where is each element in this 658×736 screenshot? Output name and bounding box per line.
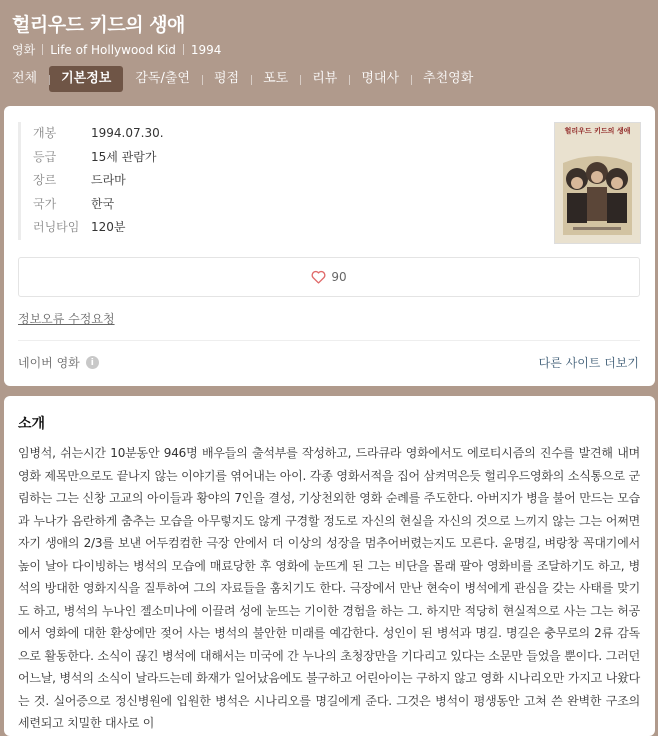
info-value: 120분 xyxy=(91,220,126,234)
tab-bar xyxy=(0,65,485,93)
info-row-release xyxy=(33,122,164,146)
source-label xyxy=(18,354,99,371)
info-label: 등급 xyxy=(33,149,57,164)
poster-title: 헐리우드 키드의 생애 xyxy=(564,127,631,135)
info-label: 국가 xyxy=(33,196,57,211)
synopsis-text: 임병석, 쉬는시간 10분동안 946명 배우들의 출석부를 작성하고, 드라큐라 영화에서도 에로티시즘의 진수를 발견해 내며 영화 제목만으로도 끝나지 않는 이야기를 엮어내는 아이. 각종 영화서적을 집어 삼켜먹은듯 헐리우드영화의 소식통으로 군림하는 그는 신창 고교의 아이들과 황야의 7인을 결성, 기상천외한 영화 순례를 주도한다. 아버지가 병을 불어 만드는 모습과 누나가 음란하게 춤추는 모습을 아무렇지도 않게 구경할 정도로 자신의 현실을 자신의 것으로 느끼지 않는 그는 어쩌면 자기 생애의 2/3를 보낸 어두컴컴한 극장 안에서 더 이상의 성장을 멈추어버렸는지도 모른다. 윤명길, 벼랑창 꼭대기에서 높이 날아 다이빙하는 병석의 모습에 매료당한 후 영화에 눈뜨게 된 그는 비단을 몰래 팔아 영화비를 조달하기도 하고, 병석의 방대한 영화지식을 질투하여 그의 자료들을 훔치기도 한다. 극장에서 만난 현숙이 병석에게 관심을 갖는 사태를 맞기도 하고, 병석의 누나인 젤소미나에 이끌려 성에 눈뜨는 기이한 경험을 하는 그. 하지만 적당히 현실적으로 사는 그는 허공에서 영화에 대한 환상에만 젖어 사는 병석의 불안한 미래를 예감한다. 성인이 된 병석과 명길. 명길은 충무로의 2류 감독으로 활동한다. 소식이 끊긴 병석에 대해서는 미국에 간 누나의 초청장만을 기다리고 있다는 소문만 들었을 뿐이다. 그러던 어느날, 병석의 소식이 날라드는데 화재가 일어났음에도 불구하고 어린아이는 구하지 않고 영화 시나리오만 가지고 나왔다는 것. 실어증으로 정신병원에 입원한 병석은 시나리오를 명길에게 준다. 그것은 병석이 평생동안 고쳐 쓴 완벽한 구조의 세련되고 치밀한 대사로 이 xyxy=(18,446,640,730)
tab-all[interactable]: 전체 xyxy=(12,71,38,86)
info-row-runtime xyxy=(33,216,164,240)
tab-review[interactable]: 리뷰 xyxy=(300,66,349,92)
poster-image xyxy=(555,123,640,243)
info-row-rating xyxy=(33,146,164,170)
info-label: 개봉 xyxy=(33,126,57,140)
report-error-link[interactable]: 정보오류 수정요청 xyxy=(18,312,115,326)
release-year: 1994 xyxy=(190,42,222,57)
info-value: 1994.07.30. xyxy=(91,126,164,140)
synopsis-heading: 소개 xyxy=(18,416,46,432)
tab-recommended[interactable]: 추천영화 xyxy=(411,66,485,92)
page-title: 헐리우드 키드의 생애 xyxy=(12,14,185,36)
english-title: Life of Hollywood Kid xyxy=(50,42,176,57)
tab-rating[interactable]: 평점 xyxy=(202,66,251,92)
heart-outline-icon xyxy=(311,270,326,284)
source-name: 네이버 영화 xyxy=(18,356,80,370)
info-list xyxy=(18,122,164,240)
genre-label: 영화 xyxy=(12,43,36,57)
divider xyxy=(183,44,184,55)
tab-basic-info[interactable]: 기본정보 xyxy=(49,66,123,92)
info-label: 러닝타임 xyxy=(33,220,80,234)
info-row-country xyxy=(33,193,164,217)
movie-subtitle xyxy=(12,41,221,58)
tab-quotes[interactable]: 명대사 xyxy=(349,66,411,92)
page-header xyxy=(0,0,658,100)
basic-info-card xyxy=(4,106,655,386)
info-label: 장르 xyxy=(33,173,57,187)
like-count: 90 xyxy=(331,270,347,284)
movie-poster[interactable] xyxy=(554,122,641,244)
info-value: 15세 관람가 xyxy=(91,149,157,164)
synopsis-card xyxy=(4,396,655,736)
info-value: 한국 xyxy=(91,196,115,211)
info-value: 드라마 xyxy=(91,173,126,187)
tab-photo[interactable]: 포토 xyxy=(251,66,300,92)
info-circle-icon[interactable]: i xyxy=(86,356,99,369)
more-sites-link[interactable]: 다른 사이트 더보기 xyxy=(538,356,639,370)
divider xyxy=(18,340,640,341)
like-button[interactable] xyxy=(18,257,640,297)
divider xyxy=(42,44,43,55)
info-row-genre xyxy=(33,169,164,193)
tab-director-cast[interactable]: 감독/출연 xyxy=(135,71,190,86)
